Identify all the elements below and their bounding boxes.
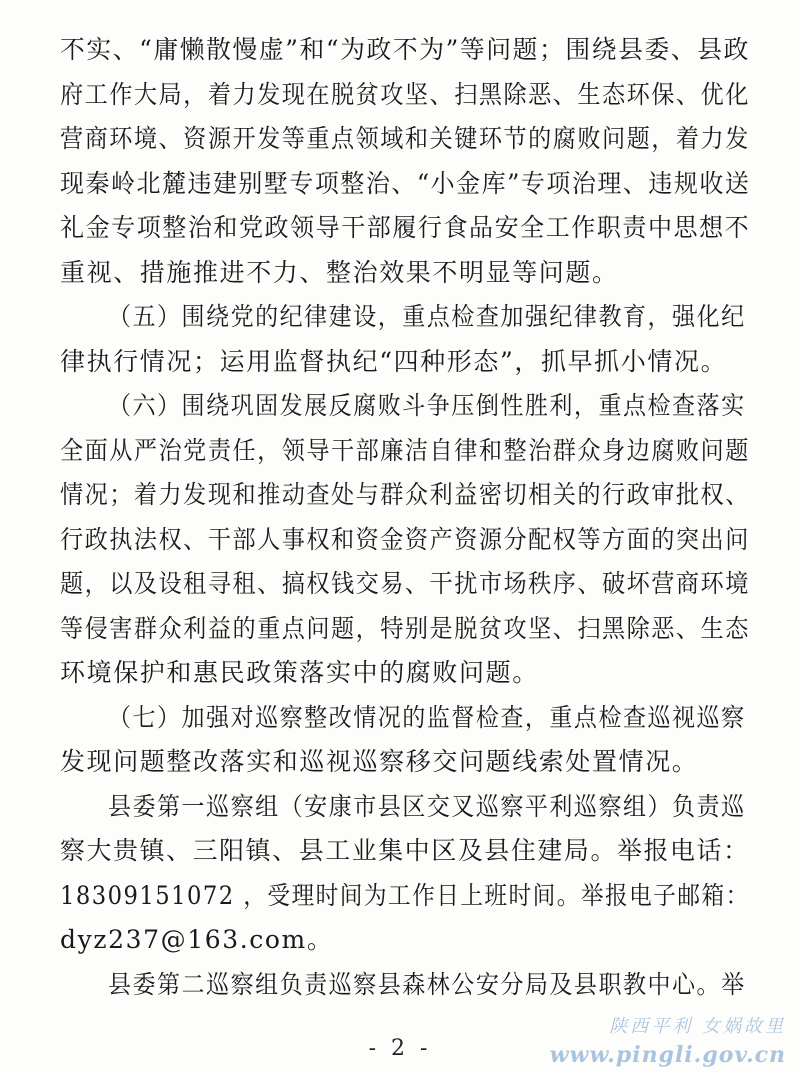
watermark-url: www.pingli.gov.cn [549, 1042, 786, 1068]
text-line: 18309151072 ，受理时间为工作日上班时间。举报电子邮箱： [60, 880, 750, 910]
text-line: 行政执法权、干部人事权和资金资产资源分配权等方面的突出问 [60, 524, 750, 554]
text-line: 不实、“庸懒散慢虚”和“为政不为”等问题；围绕县委、县政 [60, 35, 750, 64]
text-line: （五）围绕党的纪律建设，重点检查加强纪律教育，强化纪 [107, 302, 746, 331]
text-line: 发现问题整改落实和巡视巡察移交问题线索处置情况。 [60, 747, 699, 776]
text-line: 察大贵镇、三阳镇、县工业集中区及县住建局。举报电话： [60, 836, 750, 865]
text-line: 府工作大局，着力发现在脱贫攻坚、扫黑除恶、生态环保、优化 [60, 79, 750, 109]
watermark-name: 陕西平利 女娲故里 [609, 1016, 786, 1037]
text-line: 环境保护和惠民政策落实中的腐败问题。 [60, 658, 539, 687]
text-line: 礼金专项整治和党政领导干部履行食品安全工作职责中思想不 [60, 213, 751, 242]
text-line: 题，以及设租寻租、搞权钱交易、干扰市场秩序、破坏营商环境 [60, 569, 750, 598]
text-line: 等侵害群众利益的重点问题，特别是脱贫攻坚、扫黑除恶、生态 [60, 613, 750, 643]
page-number: - 2 - [368, 1036, 432, 1061]
text-line: 情况；着力发现和推动查处与群众利益密切相关的行政审批权、 [60, 480, 750, 509]
text-line: （六）围绕巩固发展反腐败斗争压倒性胜利，重点检查落实 [107, 391, 746, 420]
text-line: 现秦岭北麓违建别墅专项整治、“小金库”专项治理、违规收送 [60, 168, 751, 198]
document-body [60, 28, 750, 1007]
text-line: 律执行情况；运用监督执纪“四种形态”，抓早抓小情况。 [60, 346, 728, 376]
text-line: 县委第二巡察组负责巡察县森林公安分局及县职教中心。举 [107, 969, 746, 999]
text-line: 全面从严治党责任，领导干部廉洁自律和整治群众身边腐败问题 [60, 435, 750, 465]
text-line: （七）加强对巡察整改情况的监督检查，重点检查巡视巡察 [107, 702, 746, 732]
text-line: 县委第一巡察组（安康市县区交叉巡察平利巡察组）负责巡 [107, 791, 746, 821]
text-line: 重视、措施推进不力、整治效果不明显等问题。 [60, 257, 619, 287]
text-line: dyz237@163.com。 [60, 925, 334, 954]
text-line: 营商环境、资源开发等重点领域和关键环节的腐败问题，着力发 [60, 124, 750, 153]
